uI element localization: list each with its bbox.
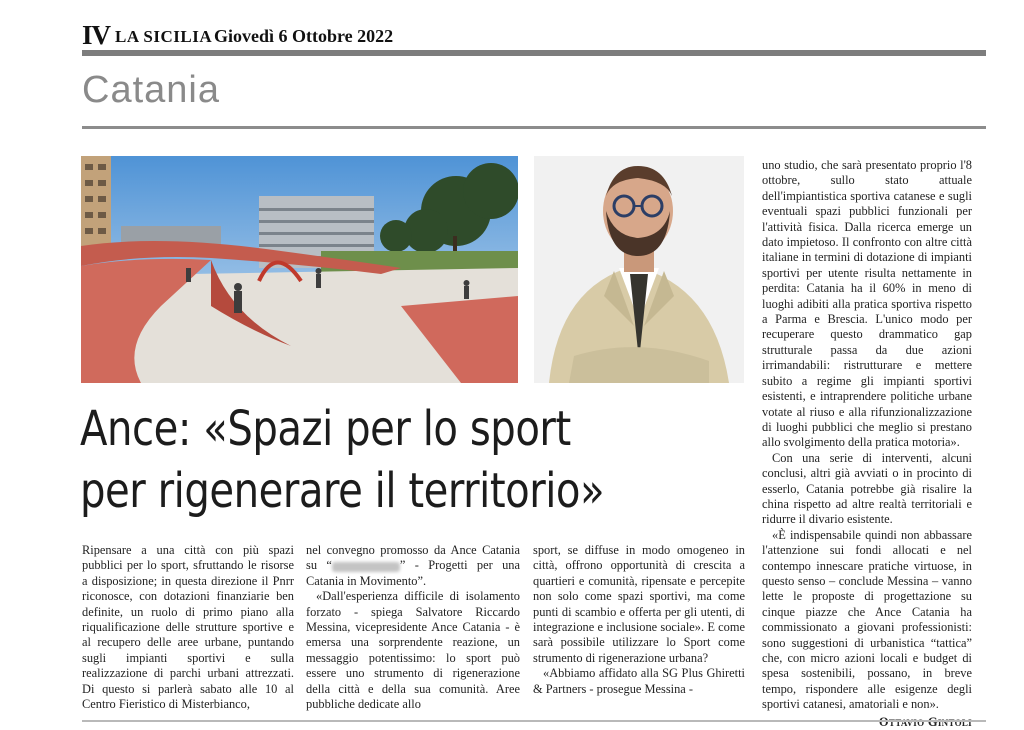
paragraph: «Dall'esperienza difficile di isolamento forzato - spiega Salvatore Riccardo Messina, vicepresidente Ance Catania - è emersa una sorprendente reazione, un messaggio potentissimo: lo sport può essere uno strumento di rigenerazione della città e della sua comunità. Aree pubbliche dedicate allo xyxy=(306,589,520,712)
paragraph: Ripensare a una città con più spazi pubblici per lo sport, sfruttando le risorse a disposizione; in questa direzione il Pnrr riconosce, con dotazioni finanziarie ben definite, un ruolo di primo piano alla riqualificazione delle strutture sportive e al recupero delle aree urbane, puntando sugli impianti sportivi e sulla realizzazione di parchi urbani attrezzati. Di questo si parlerà sabato alle 10 al Centro Fieristico di Misterbianco, xyxy=(82,543,294,712)
paragraph xyxy=(306,543,520,589)
paragraph: sport, se diffuse in modo omogeneo in città, offrono opportunità di crescita a quartieri e comunità, ripensate e percepite non solo come spazi sportivi, ma come punti di scambio e offerta per gli utenti, di integrazione e inclusione sociale». E come sarà possibile utilizzare lo Sport come strumento di rigenerazione urbana? xyxy=(533,543,745,665)
text-span: nel convegno promosso da Ance Catania su “ xyxy=(306,543,520,573)
newspaper-name: LA SICILIA xyxy=(115,27,213,46)
paragraph: «È indispensabile quindi non abbassare l'attenzione sui fondi allocati e nel contempo innescare pratiche virtuose, in questo senso – conclude Messina – vanno lette le proposte di progettazione su cinque piazze che Ance Catania ha commissionato a giovani professionisti: sono suggestioni di urbanistica “tattica” che, con micro azioni locali e budget di spesa sostenibili, possano, in breve tempo, rispondere alle esigenze degli sportivi catanesi, amatoriali e non». xyxy=(762,527,972,712)
article-column-3 xyxy=(533,543,745,697)
paragraph: «Abbiamo affidato alla SG Plus Ghiretti & Partners - prosegue Messina - xyxy=(533,666,745,696)
masthead xyxy=(82,20,986,52)
paragraph: Con una serie di interventi, alcuni conclusi, altri già avviati o in procinto di esserlo, Catania potrebbe già risalire la china rispetto ad altre realtà territoriali e ridurre il divario esistente. xyxy=(762,450,972,527)
author-byline xyxy=(762,715,972,730)
section-title: Catania xyxy=(82,69,220,111)
headline-line-1: Ance: «Spazi per lo sport xyxy=(80,401,571,457)
blurred-text-redaction xyxy=(332,562,400,572)
issue-date: Giovedì 6 Ottobre 2022 xyxy=(214,26,394,46)
article-headline xyxy=(80,398,703,522)
text-span: ” - Progetti per una Catania in Movimento”. xyxy=(306,558,520,588)
article-column-1 xyxy=(82,543,294,712)
article-column-4 xyxy=(762,158,972,730)
masthead-rule xyxy=(82,50,986,56)
plaza-rendering-photo xyxy=(81,156,518,383)
headline-line-2: per rigenerare il territorio» xyxy=(80,463,605,519)
page-number: IV xyxy=(82,20,111,50)
section-rule xyxy=(82,126,986,129)
portrait-photo xyxy=(534,156,744,383)
paragraph: uno studio, che sarà presentato proprio l'8 ottobre, sullo stato attuale dell'impiantistica sportiva catanese e sugli eventuali spazi pubblici funzionali per l'attività fisica. Dalla ricerca emerge un dato impietoso. Il confronto con altre città italiane in termini di dotazione di impianti sportivi per utente risulta nettamente in perdita: Catania ha il 60% in meno di luoghi adibiti alla pratica sportiva rispetto a Parma e Brescia. L'unico modo per recuperare questo drammatico gap strutturale passa da due azioni irrimandabili: ristrutturare e mettere subito a regime gli impianti sportivi esistenti, e intraprendere politiche urbane votate al riuso e alla rifunzionalizzazione di luoghi pubblici che meglio si prestano allo svolgimento della pratica motoria». xyxy=(762,158,972,450)
bottom-rule xyxy=(82,720,986,722)
article-column-2 xyxy=(306,543,520,712)
